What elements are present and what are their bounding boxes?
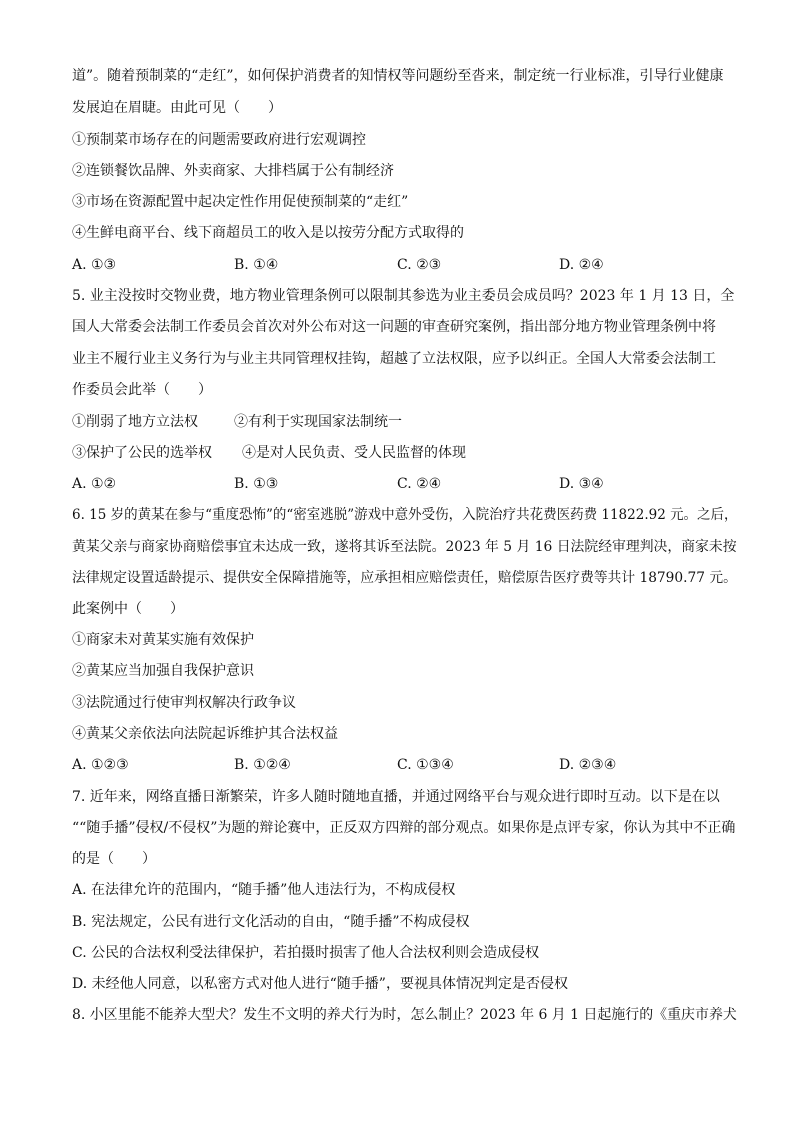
q5-option-c: C. ②④ — [397, 476, 442, 492]
q5-statements-row-1 — [72, 412, 737, 432]
q7-option-a: A. 在法律允许的范围内，“随手播”他人违法行为，不构成侵权 — [72, 882, 456, 898]
q6-stem-line: 黄某父亲与商家协商赔偿事宜未达成一致，遂将其诉至法院。2023 年 5 月 16 日法院经审理判决，商家未按 — [72, 539, 737, 555]
q5-options — [72, 474, 737, 494]
q4-option-b: B. ①④ — [234, 257, 279, 273]
q7-stem-line: 的是（ ） — [72, 851, 156, 867]
q5-statement-1: ①削弱了地方立法权 — [72, 414, 198, 430]
q5-stem-line: 5. 业主没按时交物业费，地方物业管理条例可以限制其参选为业主委员会成员吗？2023 年 1 月 13 日，全 — [72, 288, 735, 304]
q4-statement-2: ②连锁餐饮品牌、外卖商家、大排档属于公有制经济 — [72, 163, 394, 179]
q7-option-b: B. 宪法规定，公民有进行文化活动的自由，“随手播”不构成侵权 — [72, 914, 470, 930]
q5-statements-row-2 — [72, 443, 737, 463]
q7-stem-line: 7. 近年来，网络直播日渐繁荣，许多人随时随地直播，并通过网络平台与观众进行即时互动。以下是在以 — [72, 789, 720, 805]
q7-option-c: C. 公民的合法权利受法律保护，若拍摄时损害了他人合法权利则会造成侵权 — [72, 945, 540, 961]
q4-statement-1: ①预制菜市场存在的问题需要政府进行宏观调控 — [72, 132, 366, 148]
q6-stem-line: 法律规定设置适龄提示、提供安全保障措施等，应承担相应赔偿责任，赔偿原告医疗费等共计 18790.77 元。 — [72, 570, 737, 586]
q6-statement-1: ①商家未对黄某实施有效保护 — [72, 632, 254, 648]
q6-stem-line: 6. 15 岁的黄某在参与“重度恐怖”的“密室逃脱”游戏中意外受伤，入院治疗共花费医药费 11822.92 元。之后， — [72, 507, 738, 523]
q6-option-b: B. ①②④ — [234, 757, 291, 773]
q5-statement-3: ③保护了公民的选举权 — [72, 445, 212, 461]
q7-stem-line: ““随手播”侵权/不侵权”为题的辩论赛中，正反双方四辩的部分观点。如果你是点评专家，你认为其中不正确 — [72, 820, 736, 836]
q4-option-c: C. ②③ — [397, 257, 442, 273]
q5-option-b: B. ①③ — [234, 476, 279, 492]
q6-options — [72, 755, 737, 775]
q5-stem-line: 国人大常委会法制工作委员会首次对外公布对这一问题的审查研究案例，指出部分地方物业管理条例中将 — [72, 319, 716, 335]
q6-statement-3: ③法院通过行使审判权解决行政争议 — [72, 695, 296, 711]
q5-option-a: A. ①② — [72, 476, 117, 492]
q6-option-c: C. ①③④ — [397, 757, 454, 773]
q4-stem-line: 发展迫在眉睫。由此可见（ ） — [72, 100, 282, 116]
q4-statement-3: ③市场在资源配置中起决定性作用促使预制菜的“走红” — [72, 194, 409, 210]
q6-statement-4: ④黄某父亲依法向法院起诉维护其合法权益 — [72, 726, 338, 742]
q5-option-d: D. ③④ — [559, 476, 604, 492]
q5-stem-line: 业主不履行业主义务行为与业主共同管理权挂钩，超越了立法权限，应予以纠正。全国人大常委会法制工 — [72, 351, 716, 367]
q4-options — [72, 255, 737, 275]
q6-option-a: A. ①②③ — [72, 757, 129, 773]
q7-option-d: D. 未经他人同意，以私密方式对他人进行“随手播”，要视具体情况判定是否侵权 — [72, 976, 568, 992]
q6-stem-line: 此案例中（ ） — [72, 601, 184, 617]
q6-statement-2: ②黄某应当加强自我保护意识 — [72, 663, 254, 679]
q5-stem-line: 作委员会此举（ ） — [72, 382, 212, 398]
q4-option-d: D. ②④ — [559, 257, 604, 273]
q5-statement-4: ④是对人民负责、受人民监督的体现 — [242, 445, 466, 461]
q4-statement-4: ④生鲜电商平台、线下商超员工的收入是以按劳分配方式取得的 — [72, 225, 464, 241]
q6-option-d: D. ②③④ — [559, 757, 617, 773]
q4-option-a: A. ①③ — [72, 257, 117, 273]
q8-stem-line: 8. 小区里能不能养大型犬？发生不文明的养犬行为时，怎么制止？2023 年 6 月 1 日起施行的《重庆市养犬 — [72, 1007, 737, 1023]
q4-stem-line: 道”。随着预制菜的“走红”，如何保护消费者的知情权等问题纷至沓来，制定统一行业标准，引导行业健康 — [72, 68, 724, 84]
q5-statement-2: ②有利于实现国家法制统一 — [234, 414, 402, 430]
